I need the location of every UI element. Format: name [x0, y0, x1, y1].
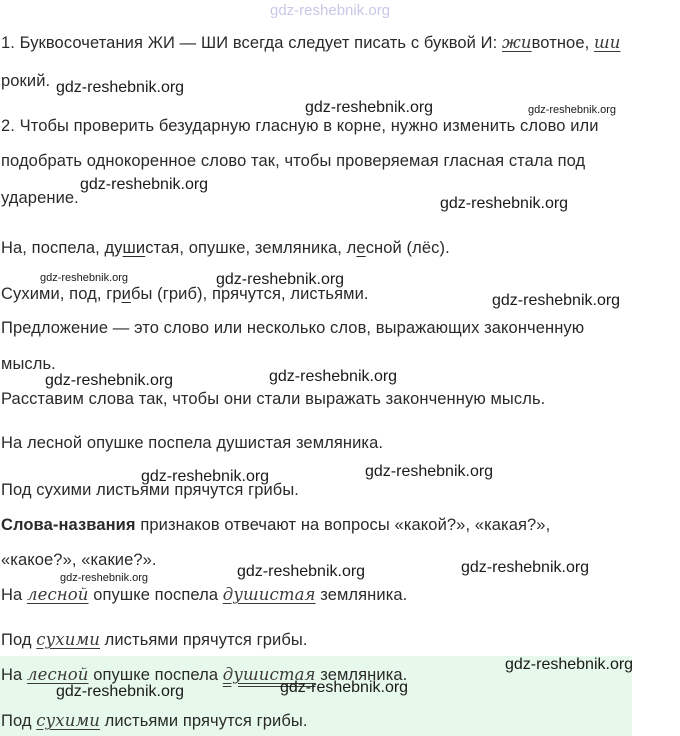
sentence-2: Под сухими листьями прячутся грибы. — [1, 481, 299, 499]
names-line-2: «какое?», «какие?». — [1, 551, 157, 569]
arrange-text: Расставим слова так, чтобы они стали выражать законченную мысль. — [1, 390, 546, 408]
names-line-1: Слова-названия признаков отвечают на вопросы «какой?», «какая?», — [1, 516, 551, 534]
watermark: gdz-reshebnik.org — [60, 572, 149, 584]
rule-2-line-2: подобрать однокоренное слово так, чтобы проверяемая гласная стала под — [1, 152, 586, 170]
rule-2-line-3: ударение. — [1, 189, 79, 207]
watermark: gdz-reshebnik.org — [40, 272, 129, 284]
rule-1-line-2: рокий. — [1, 72, 51, 90]
watermark: gdz-reshebnik.org — [45, 372, 174, 389]
analysis-sentence-4: Под сухими листьями прячутся грибы. — [1, 711, 308, 730]
rule-2-line-1: 2. Чтобы проверить безударную гласную в корне, нужно изменить слово или — [1, 117, 599, 135]
analysis-sentence-1: На лесной опушке поспела душистая земляника. — [1, 585, 408, 604]
watermark: gdz-reshebnik.org — [269, 368, 398, 385]
sentence-1: На лесной опушке поспела душистая земляника. — [1, 434, 384, 452]
watermark: gdz-reshebnik.org — [56, 79, 185, 96]
definition-line-1: Предложение — это слово или несколько слов, выражающих законченную — [1, 319, 585, 337]
watermark: gdz-reshebnik.org — [440, 195, 569, 212]
watermark-top: gdz-reshebnik.org — [270, 2, 391, 19]
watermark: gdz-reshebnik.org — [492, 292, 621, 309]
watermark: gdz-reshebnik.org — [80, 176, 209, 193]
word-list-1: На, поспела, душистая, опушке, земляника, лесной (лёс). — [1, 239, 450, 257]
watermark: gdz-reshebnik.org — [280, 679, 409, 696]
definition-line-2: мысль. — [1, 355, 56, 373]
watermark: gdz-reshebnik.org — [365, 463, 494, 480]
watermark: gdz-reshebnik.org — [56, 683, 185, 700]
rule-1-line-1: 1. Буквосочетания ЖИ — ШИ всегда следует писать с буквой И: животное, ши — [1, 33, 621, 52]
watermark: gdz-reshebnik.org — [141, 468, 270, 485]
watermark: gdz-reshebnik.org — [505, 656, 634, 673]
watermark: gdz-reshebnik.org — [305, 99, 434, 116]
word-list-2: Сухими, под, грибы (гриб), прячутся, листьями. — [1, 285, 369, 303]
watermark: gdz-reshebnik.org — [528, 104, 617, 116]
watermark: gdz-reshebnik.org — [461, 559, 590, 576]
watermark: gdz-reshebnik.org — [216, 271, 345, 288]
watermark: gdz-reshebnik.org — [237, 563, 366, 580]
analysis-sentence-2: Под сухими листьями прячутся грибы. — [1, 630, 308, 649]
analysis-sentence-3: На лесной опушке поспела душистая земляника. — [1, 665, 408, 684]
